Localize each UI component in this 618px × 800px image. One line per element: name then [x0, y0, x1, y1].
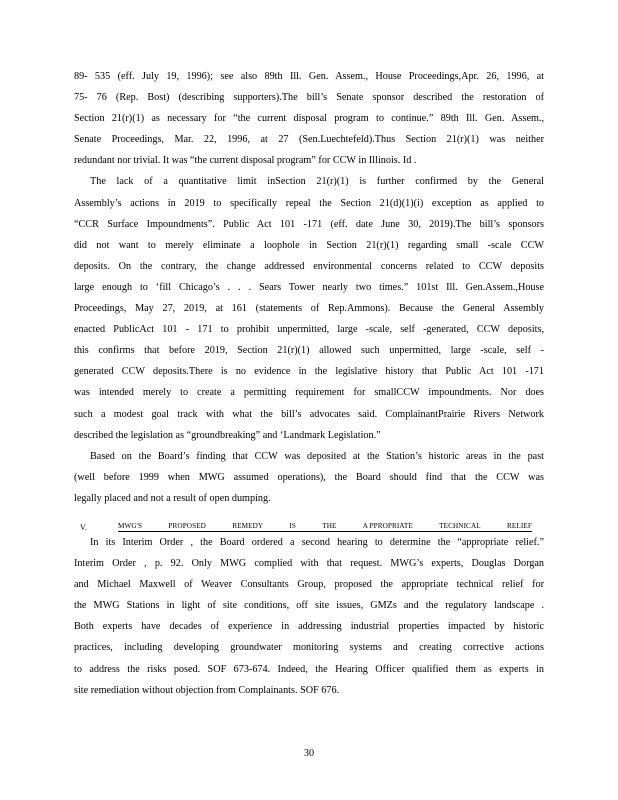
section-number: V. — [80, 522, 87, 532]
text-line: was intended merely to create a permitting requirement for smallCCW impoundments. Nor does — [74, 387, 544, 399]
text-line: the MWG Stations in light of site conditions, off site issues, GMZs and the regulatory landscape . — [74, 600, 544, 612]
text-line: generated CCW deposits.There is no evidence in the legislative history that Public Act 101 -171 — [74, 366, 544, 378]
text-line: did not want to merely eliminate a loophole in Section 21(r)(1) regarding small -scale CCW — [74, 239, 544, 251]
heading-word: TECHNICAL — [439, 521, 481, 530]
section-heading — [74, 509, 544, 532]
text-line: site remediation without objection from Complainants. SOF 676. — [74, 684, 340, 696]
text-line: legally placed and not a result of open dumping. — [74, 492, 271, 504]
text-line: Both experts have decades of experience in addressing industrial properties impacted by historic — [74, 621, 544, 633]
text-line: to address the risks posed. SOF 673-674. Indeed, the Hearing Officer qualified them as experts in — [74, 663, 544, 675]
text-line: (well before 1999 when MWG assumed operations), the Board should find that the CCW was — [74, 471, 544, 483]
text-line: Senate Proceedings, Mar. 22, 1996, at 27 (Sen.Luechtefeld).Thus Section 21(r)(1) was neither — [74, 134, 544, 146]
text-line: this confirms that before 2019, Section 21(r)(1) allowed such unpermitted, large -scale, self - — [74, 345, 544, 357]
heading-word: THE — [322, 521, 337, 530]
text-line: large enough to ‘fill Chicago’s . . . Sears Tower nearly two times.” 101st Ill. Gen.Assem.,House — [74, 281, 544, 293]
body-text — [74, 66, 544, 701]
text-line: Interim Order , p. 92. Only MWG complied with that request. MWG’s experts, Douglas Dorgan — [74, 558, 544, 570]
paragraph-start-line: The lack of a quantitative limit inSection 21(r)(1) is further confirmed by the General — [90, 176, 544, 188]
text-line: redundant nor trivial. It was “the current disposal program” for CCW in Illinois. Id . — [74, 155, 417, 167]
heading-word: REMEDY — [232, 521, 264, 530]
text-line: enacted PublicAct 101 - 171 to prohibit unpermitted, large -scale, self -generated, CCW deposits, — [74, 324, 544, 336]
text-line: 75- 76 (Rep. Bost) (describing supporters).The bill’s Senate sponsor described the restoration of — [74, 92, 544, 104]
heading-word: IS — [289, 521, 296, 530]
heading-word: MWG'S — [118, 521, 143, 530]
heading-word: PROPOSED — [168, 521, 206, 530]
text-line: Proceedings, May 27, 2019, at 161 (statements of Rep.Ammons). Because the General Assembly — [74, 303, 544, 315]
text-line: “CCR Surface Impoundments”. Public Act 101 -171 (eff. date June 30, 2019).The bill’s sponsors — [74, 218, 544, 230]
heading-word: RELIEF — [506, 521, 532, 530]
paragraph-start-line: Based on the Board’s finding that CCW was deposited at the Station’s historic areas in the past — [90, 450, 544, 462]
text-line: and Michael Maxwell of Weaver Consultants Group, proposed the appropriate technical relief for — [74, 579, 544, 591]
text-line: described the legislation as “groundbreaking” and ‘Landmark Legislation.” — [74, 429, 381, 441]
text-line: Assembly’s actions in 2019 to specifically repeal the Section 21(d)(1)(i) exception as applied to — [74, 197, 544, 209]
heading-word: A PPROPRIATE — [362, 521, 413, 530]
text-line: such a modest goal track with what the bill’s advocates said. ComplainantPrairie Rivers Network — [74, 408, 544, 420]
text-line: practices, including developing groundwater monitoring systems and creating corrective actions — [74, 642, 544, 654]
paragraph-start-line: In its Interim Order , the Board ordered a second hearing to determine the “appropriate relief.” — [90, 536, 544, 548]
text-line: deposits. On the contrary, the change addressed environmental concerns related to CCW deposits — [74, 260, 544, 272]
page-number: 30 — [303, 748, 315, 759]
text-line: 89- 535 (eff. July 19, 1996); see also 89th Ill. Gen. Assem., House Proceedings,Apr. 26, 1996, at — [74, 71, 544, 82]
section-title — [118, 521, 532, 532]
text-line: Section 21(r)(1) as necessary for “the current disposal program to continue.” 89th Ill. Gen. Assem., — [74, 113, 544, 125]
